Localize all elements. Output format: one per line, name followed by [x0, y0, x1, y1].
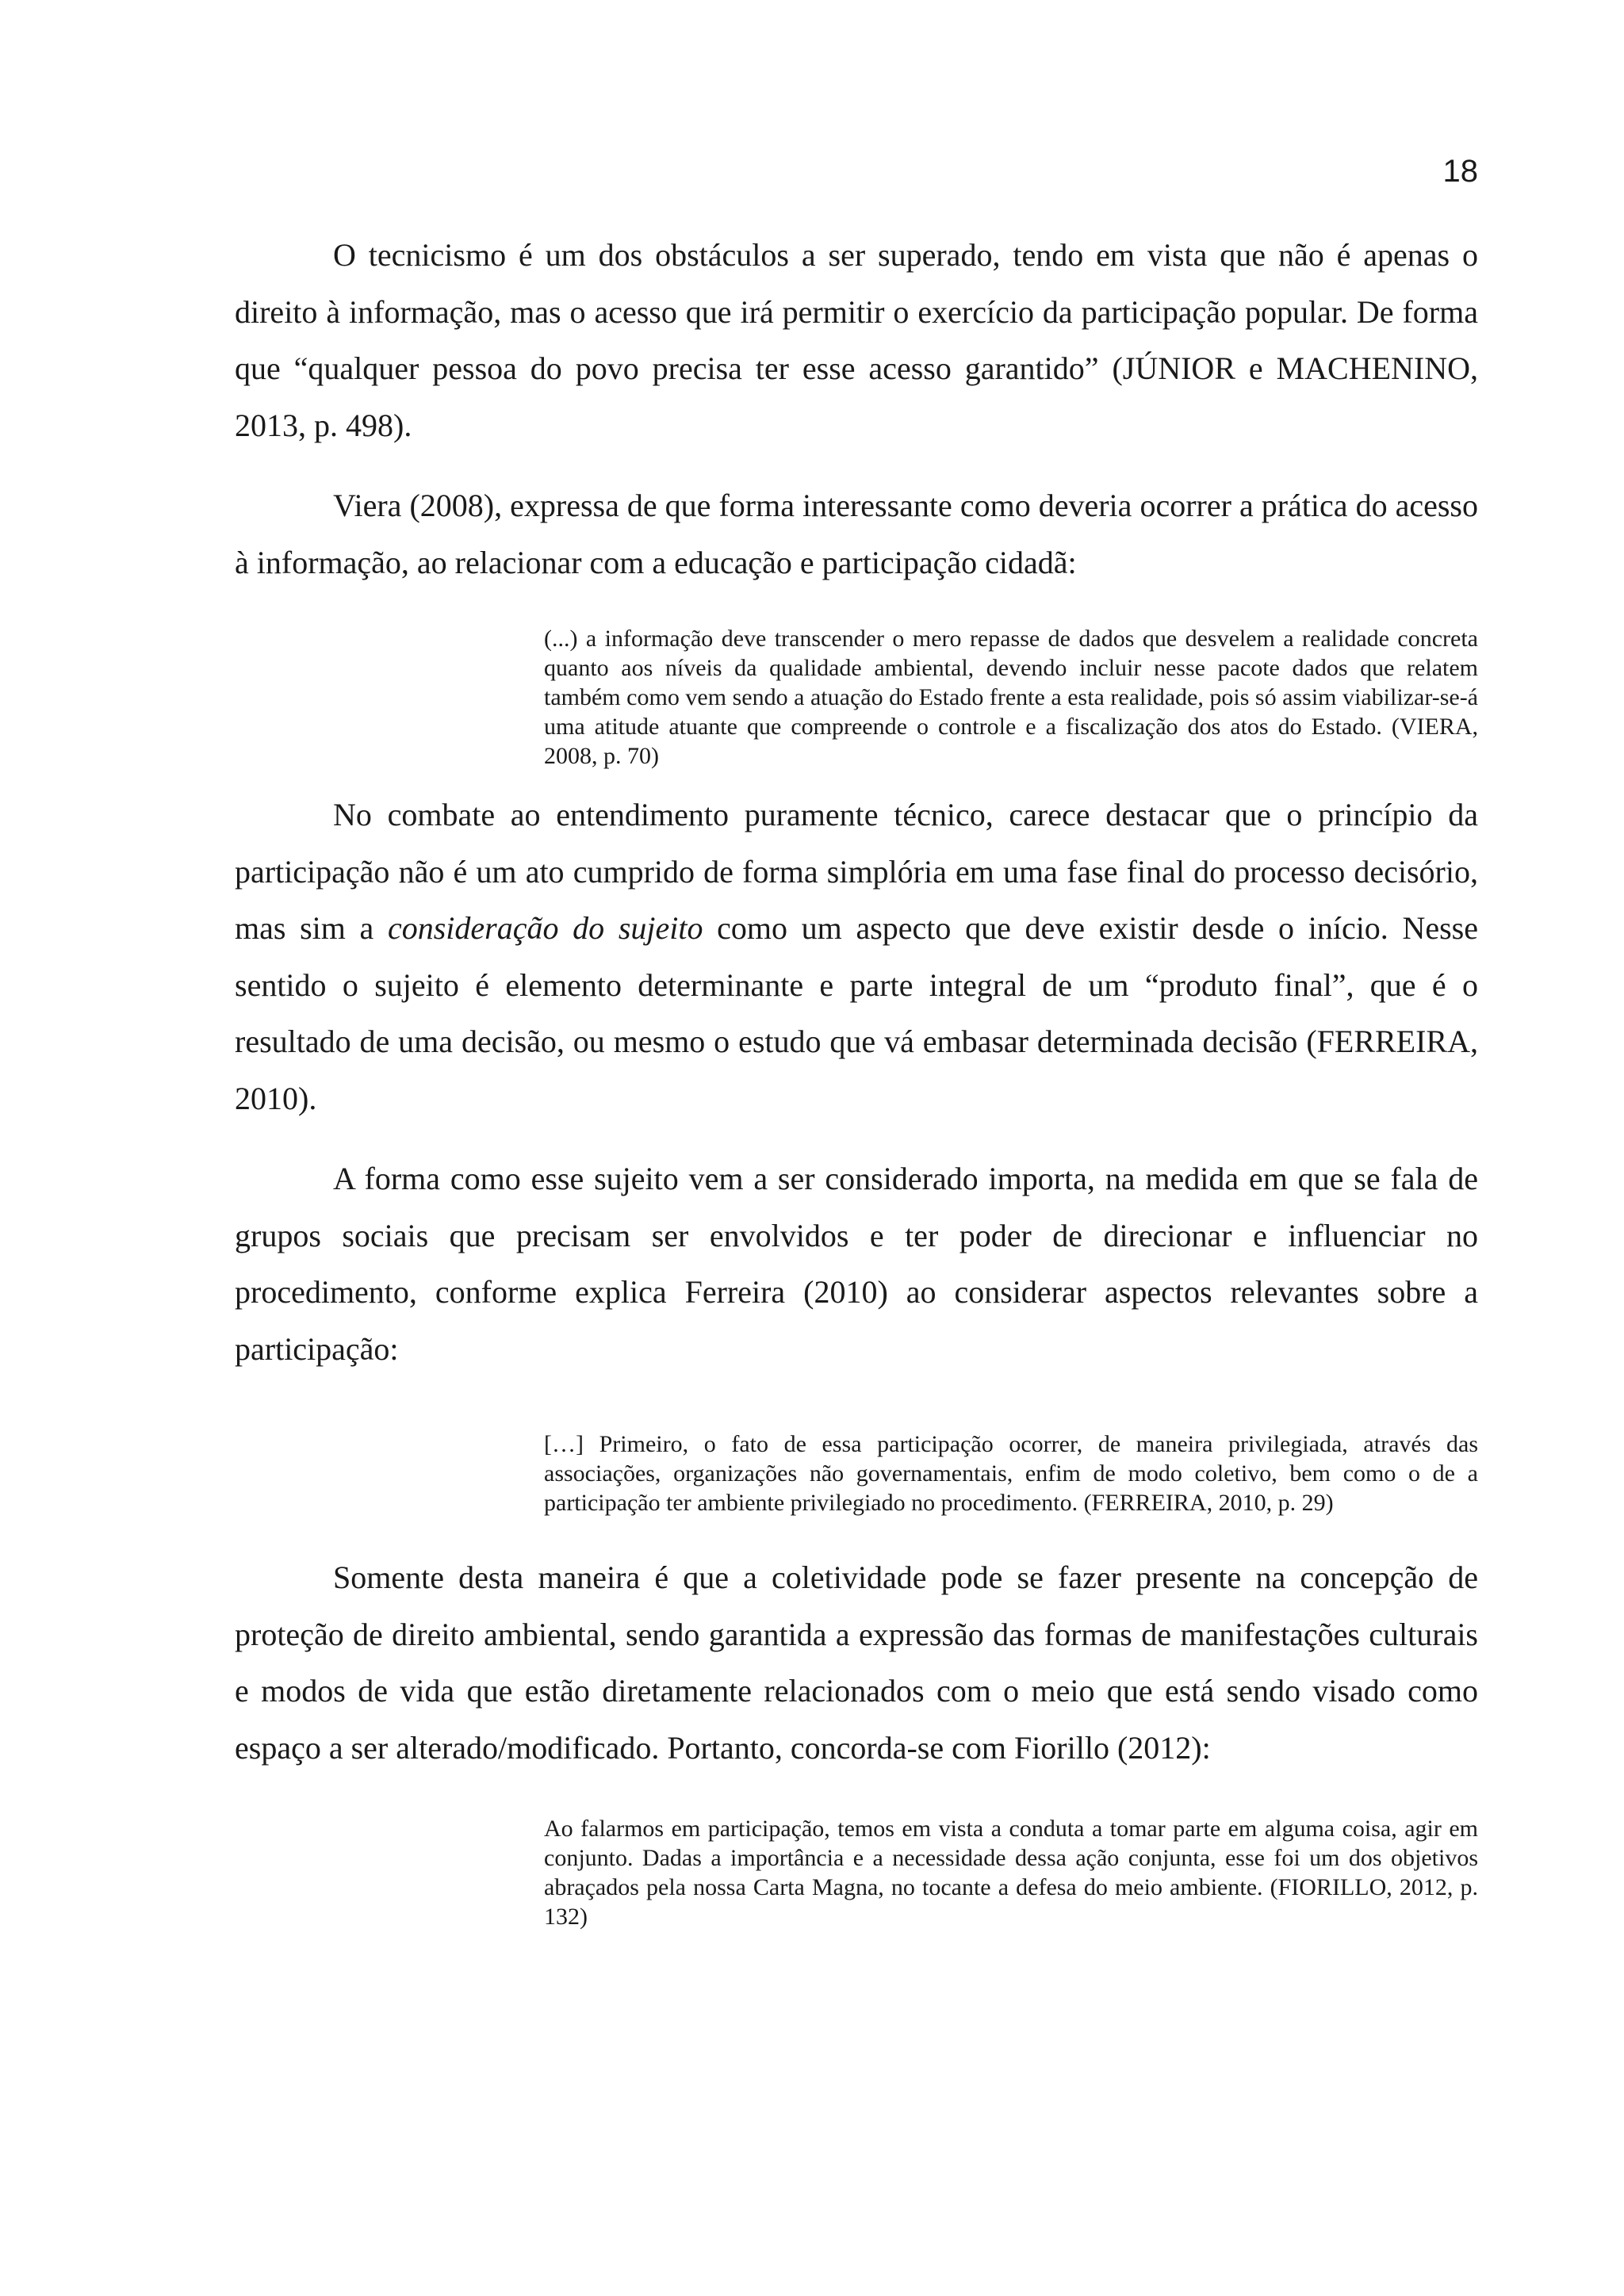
block-quote-viera: (...) a informação deve transcender o mero repasse de dados que desvelem a realidade concreta quanto aos níveis da qualidade ambiental, devendo incluir nesse pacote dados que relatem também como vem sendo a atuação do Estado frente a esta realidade, pois só assim viabilizar-se-á uma atitude atuante que compreende o controle e a fiscalização dos atos do Estado. (VIERA, 2008, p. 70): [544, 626, 1478, 769]
paragraph-forma-sujeito: A forma como esse sujeito vem a ser considerado importa, na medida em que se fala de grupos sociais que precisam ser envolvidos e ter poder de direcionar e influenciar no procedimento, conforme explica Ferreira (2010) ao considerar aspectos relevantes sobre a participação:: [235, 1161, 1478, 1367]
paragraph-coletividade: Somente desta maneira é que a coletividade pode se fazer presente na concepção de proteção de direito ambiental, sendo garantida a expressão das formas de manifestações culturais e modos de vida que estão diretamente relacionados com o meio que está sendo visado como espaço a ser alterado/modificado. Portanto, concorda-se com Fiorillo (2012):: [235, 1559, 1478, 1766]
paragraph-combate-text-end: como um aspecto que deve existir desde o início. Nesse sentido o sujeito é elemento determinante e parte integral de um “produto final”, que é o resultado de uma decisão, ou mesmo o estudo que vá embasar determinada decisão (FERREIRA, 2010).: [235, 910, 1478, 1116]
block-quote-ferreira: […] Primeiro, o fato de essa participação ocorrer, de maneira privilegiada, através das associações, organizações não governamentais, enfim de modo coletivo, bem como o de a participação ter ambiente privilegiado no procedimento. (FERREIRA, 2010, p. 29): [544, 1431, 1478, 1516]
paragraph-viera: Viera (2008), expressa de que forma interessante como deveria ocorrer a prática do acesso à informação, ao relacionar com a educação e participação cidadã:: [235, 488, 1478, 580]
paragraph-combate-text-start: No combate ao entendimento puramente técnico, carece destacar que o princípio da participação não é um ato cumprido de forma simplória em uma fase final do processo decisório, mas sim a: [235, 797, 1478, 946]
block-quote-fiorillo: Ao falarmos em participação, temos em vista a conduta a tomar parte em alguma coisa, agir em conjunto. Dadas a importância e a necessidade dessa ação conjunta, esse foi um dos objetivos abraçados pela nossa Carta Magna, no tocante a defesa do meio ambiente. (FIORILLO, 2012, p. 132): [544, 1816, 1478, 1930]
paragraph-combate: [235, 786, 1478, 1127]
page-body: [235, 227, 1478, 1931]
emphasis-consideracao-do-sujeito: consideração do sujeito: [387, 910, 703, 946]
paragraph-tecnicismo: O tecnicismo é um dos obstáculos a ser superado, tendo em vista que não é apenas o direito à informação, mas o acesso que irá permitir o exercício da participação popular. De forma que “qualquer pessoa do povo precisa ter esse acesso garantido” (JÚNIOR e MACHENINO, 2013, p. 498).: [235, 237, 1478, 443]
page-number: 18: [1442, 154, 1478, 189]
